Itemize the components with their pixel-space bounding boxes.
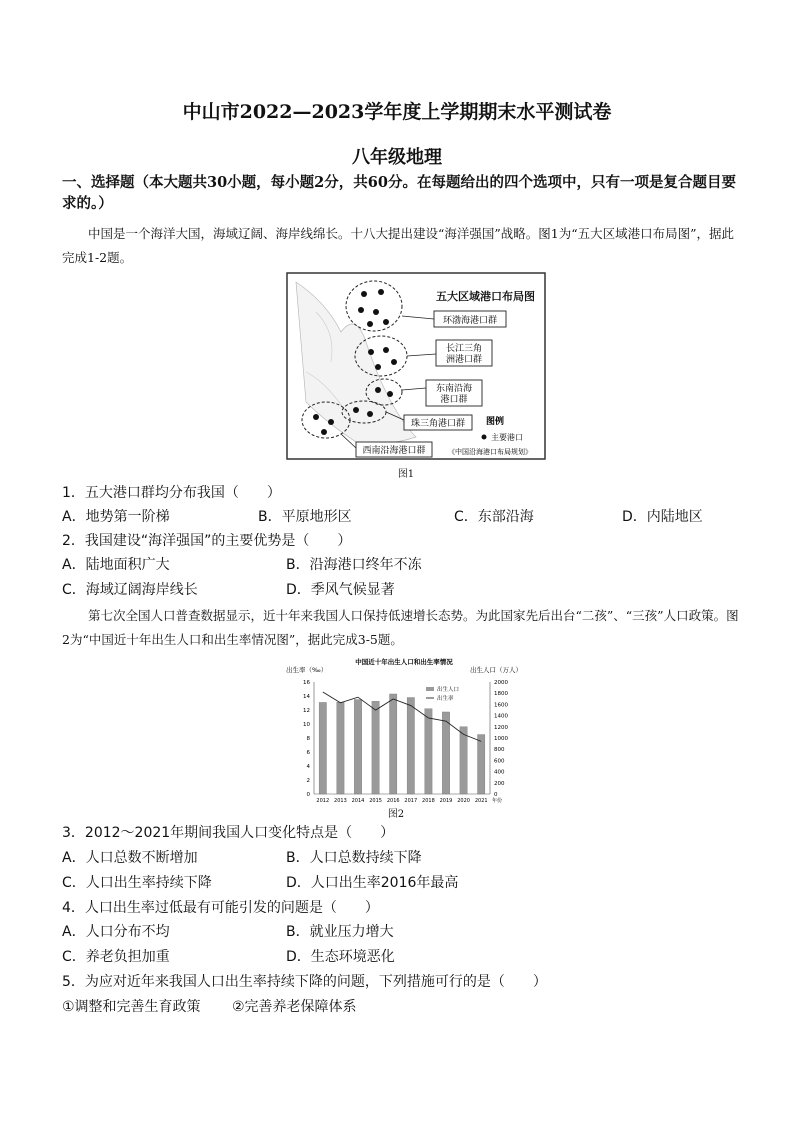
y-right-tick: 1000 — [494, 736, 508, 742]
legend-port-label: 主要港口 — [491, 433, 523, 442]
y-left-tick: 14 — [303, 694, 310, 700]
question-1-stem: 1．五大港口群均分布我国（ ） — [62, 485, 281, 501]
bar-birth-population — [407, 698, 414, 794]
x-tick-label: 2014 — [351, 798, 365, 804]
figure2-caption: 图2 — [387, 809, 405, 820]
q4-option-a[interactable]: A．人口分布不均 — [62, 924, 170, 940]
q2-option-c[interactable]: C．海域辽阔海岸线长 — [62, 582, 198, 598]
y-left-tick: 6 — [306, 750, 310, 756]
q4-option-b[interactable]: B．就业压力增大 — [286, 924, 394, 940]
question-3-stem: 3．2012～2021年期间我国人口变化特点是（ ） — [62, 825, 395, 841]
q4-option-c[interactable]: C．养老负担加重 — [62, 949, 170, 965]
y-right-tick: 1200 — [494, 724, 508, 731]
y-left-tick: 16 — [303, 680, 310, 686]
legend-line-label: 出生率 — [437, 696, 454, 702]
cluster-label-southwest: 西南沿海港口群 — [362, 446, 426, 456]
x-tick-label: 2015 — [369, 798, 382, 804]
y-left-tick: 12 — [303, 708, 310, 714]
figure1-caption: 图1 — [397, 469, 415, 480]
section-heading: 一、选择题（本大题共30小题，每小题2分，共60分。在每题给出的四个选项中，只有一项是复合题目要求的。） — [62, 174, 736, 212]
bar-birth-population — [372, 701, 379, 794]
y-right-tick: 200 — [494, 780, 505, 787]
y-right-tick: 1400 — [494, 713, 508, 720]
q3-option-b[interactable]: B．人口总数持续下降 — [286, 850, 422, 866]
exam-title: 中山市2022—2023学年度上学期期末水平测试卷 — [182, 101, 612, 123]
q4-option-d[interactable]: D．生态环境恶化 — [286, 949, 395, 965]
y-left-label: 出生率（‰） — [286, 666, 328, 674]
x-tick-label: 2013 — [334, 798, 347, 804]
question-2-stem: 2．我国建设“海洋强国”的主要优势是（ ） — [62, 533, 352, 549]
cluster-label-southeast: 东南沿海 — [435, 384, 473, 394]
y-right-tick: 1800 — [494, 691, 508, 698]
q2-option-d[interactable]: D．季风气候显著 — [286, 582, 395, 598]
y-right-label: 出生人口（万人） — [470, 666, 522, 674]
y-left-tick: 8 — [306, 736, 310, 742]
q2-option-b[interactable]: B．沿海港口终年不冻 — [286, 557, 422, 573]
line-birth-rate — [323, 692, 481, 741]
cluster-label-bohai: 环渤海港口群 — [442, 316, 498, 326]
q5-statement-2: ②完善养老保障体系 — [232, 999, 357, 1015]
chart-title: 中国近十年出生人口和出生率情况 — [355, 658, 453, 666]
q3-option-a[interactable]: A．人口总数不断增加 — [62, 850, 198, 866]
q1-option-d[interactable]: D．内陆地区 — [622, 509, 703, 525]
x-tick-label: 2016 — [386, 798, 400, 804]
bar-birth-population — [390, 694, 397, 794]
bar-birth-population — [319, 702, 326, 794]
birth-chart — [284, 656, 524, 806]
x-tick-label: 2012 — [316, 798, 330, 804]
bar-birth-population — [337, 702, 344, 794]
q1-option-c[interactable]: C．东部沿海 — [454, 509, 534, 525]
passage-2: 第七次全国人口普查数据显示，近十年来我国人口保持低速增长态势。为此国家先后出台“二孩”、“三孩”人口政策。图2为“中国近十年出生人口和出生率情况图”，据此完成3-5题。 — [62, 608, 739, 647]
q1-option-a[interactable]: A．地势第一阶梯 — [62, 509, 170, 525]
bar-birth-population — [442, 712, 449, 794]
x-axis-label: 年份 — [492, 798, 503, 804]
cluster-label-yangtze: 长江三角 — [445, 344, 483, 354]
q1-option-b[interactable]: B．平原地形区 — [258, 509, 352, 525]
y-right-tick: 600 — [494, 758, 505, 765]
y-right-tick: 0 — [494, 792, 498, 798]
exam-subtitle: 八年级地理 — [352, 147, 442, 168]
question-4-stem: 4．人口出生率过低最有可能引发的问题是（ ） — [62, 900, 379, 916]
svg-text:港口群: 港口群 — [440, 395, 468, 405]
map-title: 五大区域港口布局图 — [436, 290, 535, 303]
bar-birth-population — [425, 709, 432, 794]
legend-title: 图例 — [486, 417, 505, 427]
q2-option-a[interactable]: A．陆地面积广大 — [62, 557, 170, 573]
bar-birth-population — [460, 727, 467, 794]
x-tick-label: 2020 — [457, 798, 470, 804]
bar-birth-population — [478, 735, 485, 794]
y-left-tick: 2 — [306, 778, 310, 784]
legend-bar-label: 出生人口 — [437, 687, 460, 693]
map-source: 《中国沿海港口布局规划》 — [448, 448, 532, 456]
x-tick-label: 2021 — [474, 798, 488, 804]
x-tick-label: 2018 — [422, 798, 435, 804]
y-left-tick: 10 — [303, 722, 310, 728]
bar-birth-population — [354, 700, 361, 794]
y-right-tick: 800 — [494, 747, 505, 754]
legend-bar-swatch — [426, 687, 434, 691]
x-tick-label: 2019 — [439, 798, 453, 804]
y-right-tick: 1600 — [494, 702, 508, 709]
q5-statement-1: ①调整和完善生育政策 — [62, 999, 201, 1015]
passage-1: 中国是一个海洋大国，海域辽阔、海岸线绵长。十八大提出建设“海洋强国”战略。图1为“五大区域港口布局图”，据此完成1-2题。 — [62, 226, 735, 265]
q3-option-c[interactable]: C．人口出生率持续下降 — [62, 875, 212, 891]
y-right-tick: 400 — [494, 769, 505, 776]
y-left-tick: 0 — [306, 792, 310, 798]
q3-option-d[interactable]: D．人口出生率2016年最高 — [286, 875, 459, 891]
svg-text:洲港口群: 洲港口群 — [445, 355, 483, 365]
y-left-tick: 4 — [306, 764, 310, 770]
y-right-tick: 2000 — [494, 680, 508, 686]
question-5-stem: 5．为应对近年来我国人口出生率持续下降的问题，下列措施可行的是（ ） — [62, 974, 547, 990]
port-layout-map — [286, 272, 546, 462]
port-marker-icon — [482, 435, 487, 440]
x-tick-label: 2017 — [404, 798, 418, 804]
cluster-label-prd: 珠三角港口群 — [410, 419, 466, 429]
